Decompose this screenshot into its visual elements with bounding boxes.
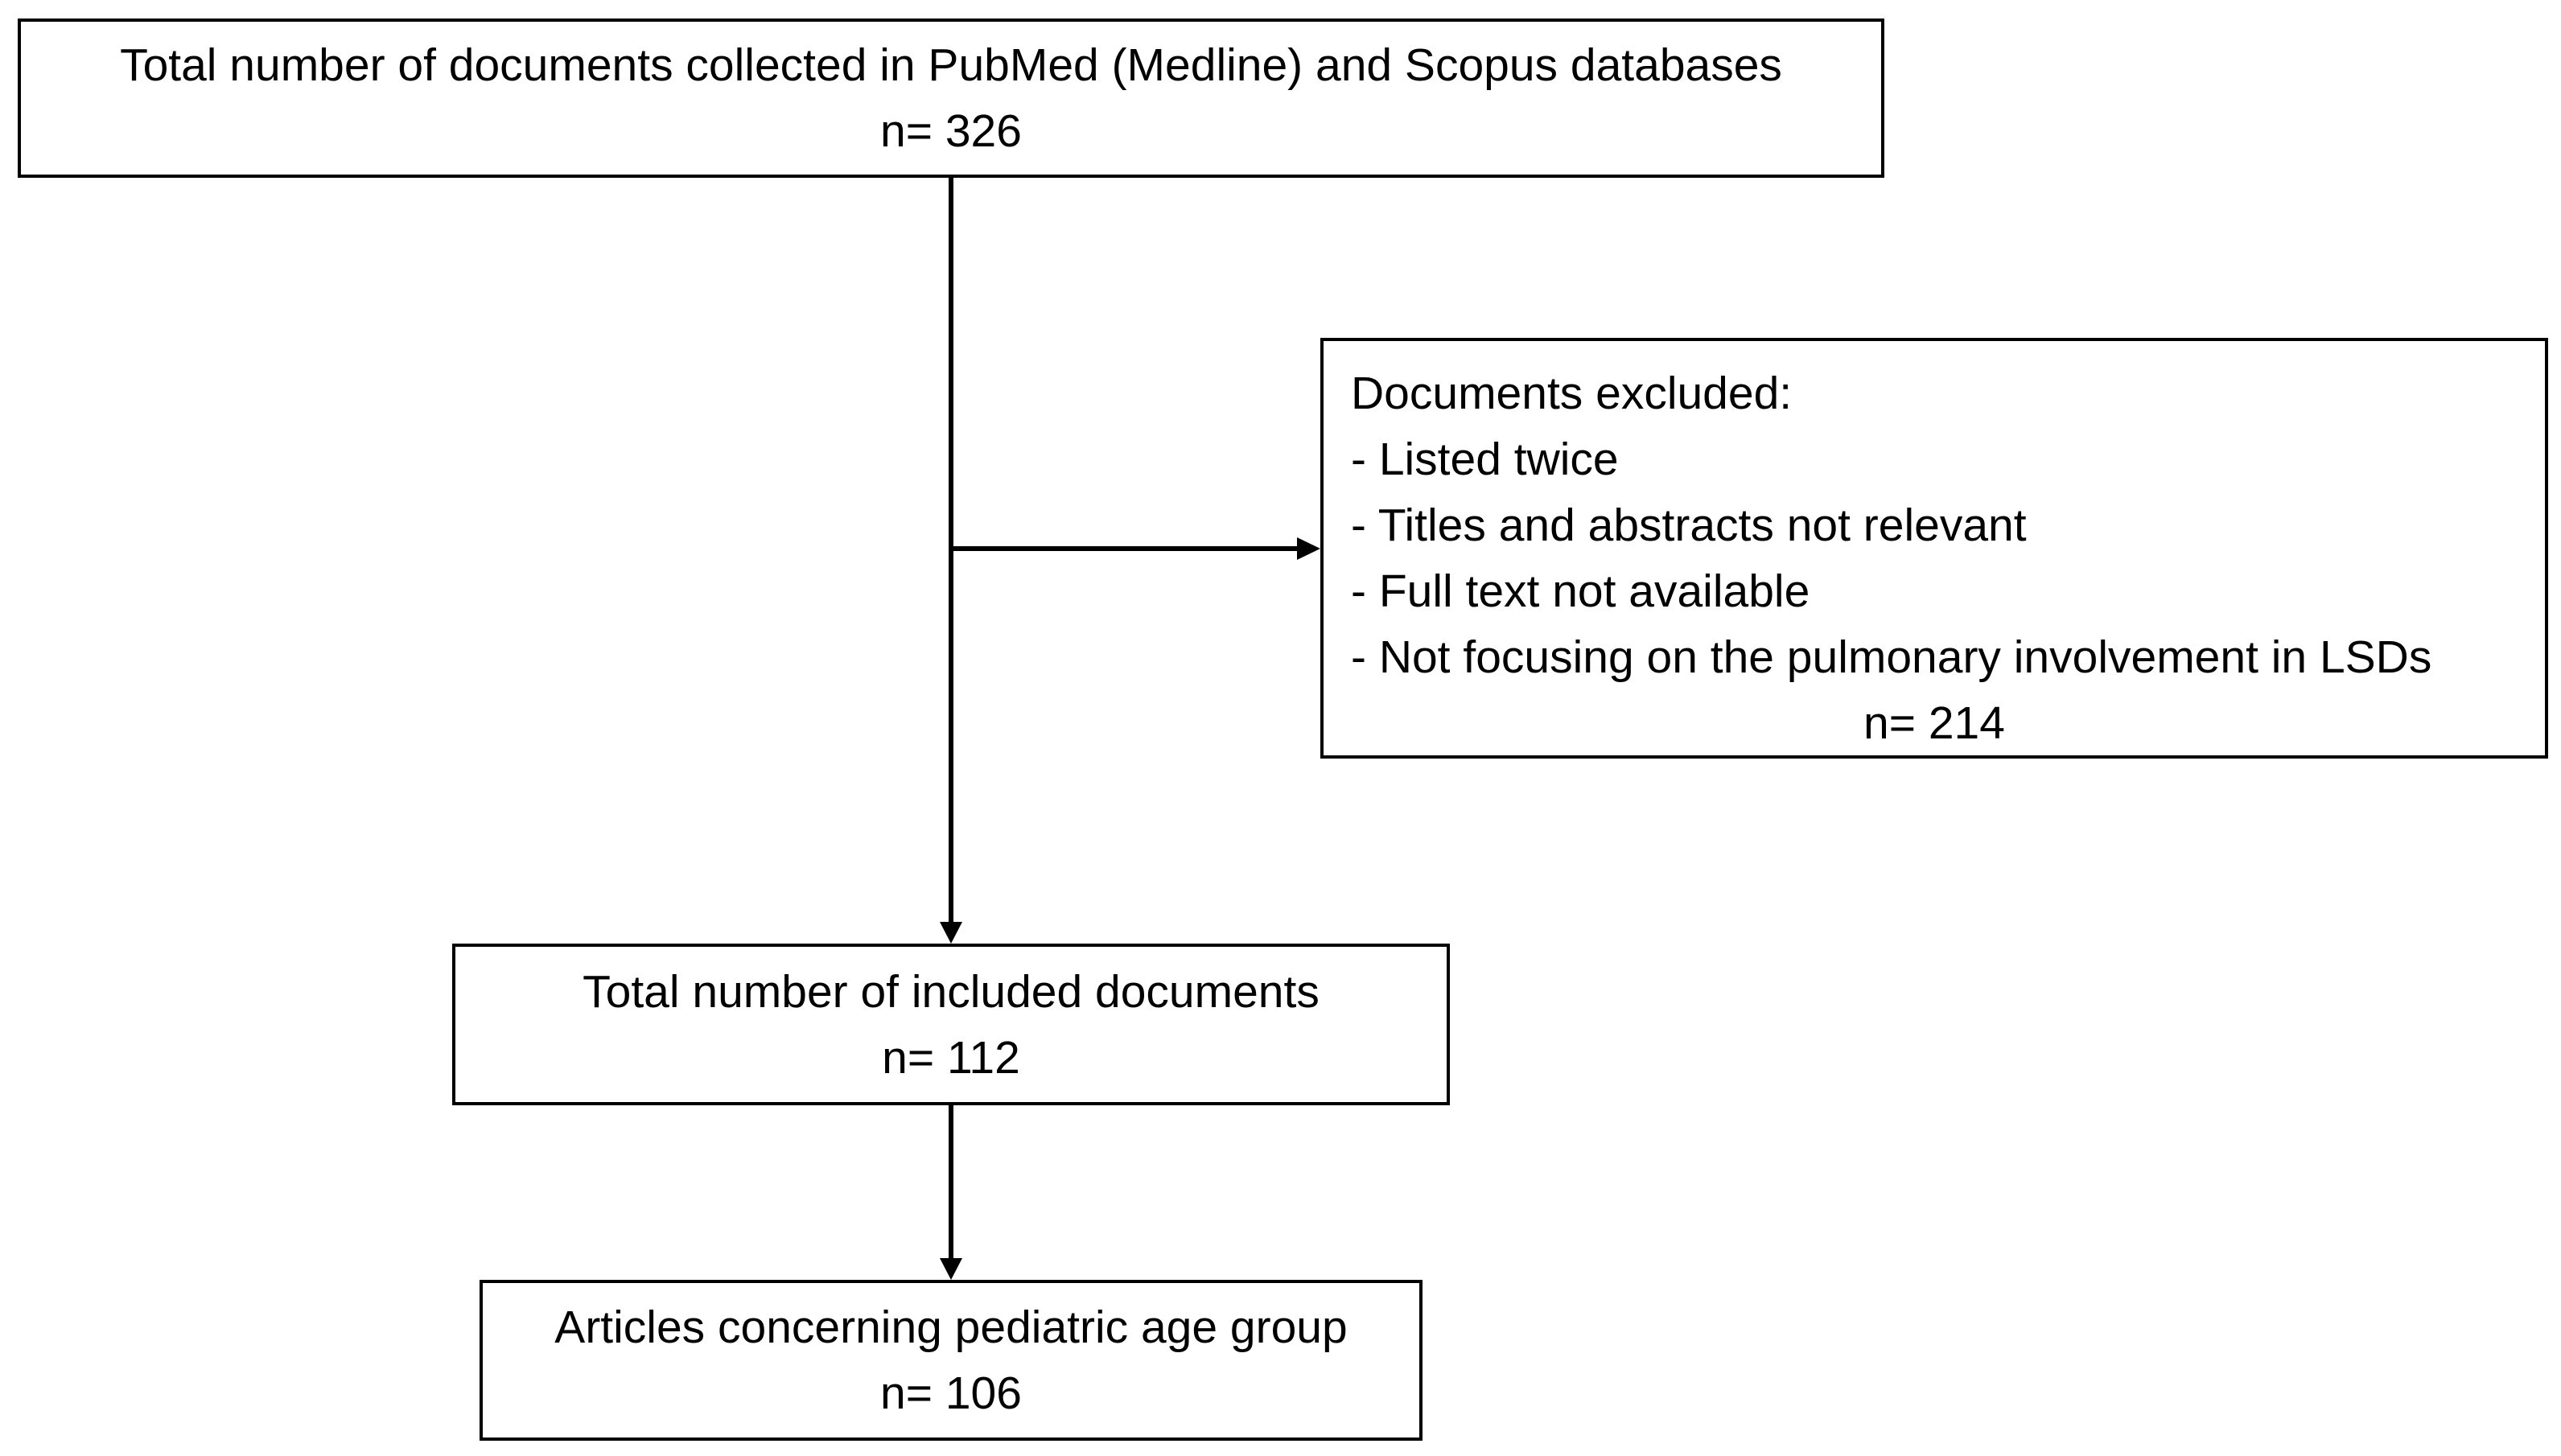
node-label: Total number of documents collected in PubMed (Medline) and Scopus databases bbox=[120, 39, 1782, 91]
node-count: n= 106 bbox=[880, 1368, 1022, 1419]
node-count: n= 214 bbox=[1863, 697, 2005, 749]
node-count: n= 112 bbox=[882, 1031, 1020, 1084]
node-label: Documents excluded: bbox=[1351, 368, 1793, 419]
arrowhead-excluded bbox=[1297, 537, 1320, 560]
node-documents-excluded bbox=[1320, 338, 2548, 759]
node-documents-collected bbox=[18, 19, 1884, 178]
arrowhead-pediatric bbox=[940, 1258, 962, 1280]
node-label: Articles concerning pediatric age group bbox=[554, 1302, 1348, 1353]
node-count: n= 326 bbox=[880, 105, 1022, 157]
arrowhead-included bbox=[940, 922, 962, 944]
node-documents-included bbox=[452, 944, 1450, 1105]
exclusion-reason: - Listed twice bbox=[1351, 434, 1619, 485]
exclusion-reason: - Not focusing on the pulmonary involvement in LSDs bbox=[1351, 631, 2432, 683]
exclusion-reason: - Full text not available bbox=[1351, 566, 1810, 617]
node-label: Total number of included documents bbox=[583, 965, 1320, 1018]
exclusion-reason: - Titles and abstracts not relevant bbox=[1351, 500, 2027, 551]
node-pediatric-articles bbox=[480, 1280, 1423, 1441]
